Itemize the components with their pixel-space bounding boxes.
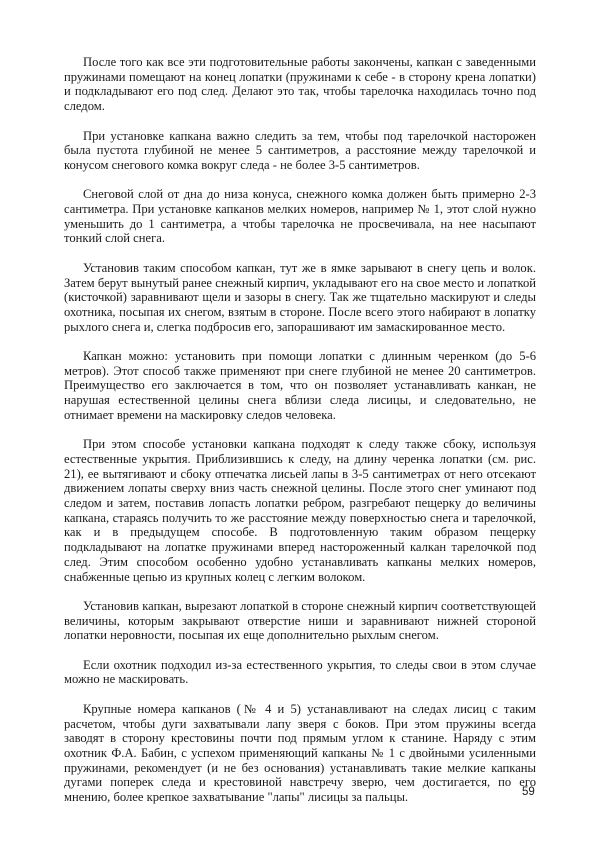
paragraph: При установке капкана важно следить за тем, чтобы под тарелочкой насторожен была пустота глубиной не менее 5 сантиметров, а расстояние между тарелочкой и конусом снегового комка вокруг следа - не более 3-5 сантиметров.	[64, 128, 536, 172]
paragraph: Снеговой слой от дна до низа конуса, снежного комка должен быть примерно 2-3 сантиметра. При установке капканов мелких номеров, например № 1, этот слой нужно уменьшить до 1 сантиметра, а чтобы тарелочка не просвечивала, на нее насыпают тонкий слой снега.	[64, 187, 536, 246]
page-body	[64, 55, 536, 819]
paragraph: После того как все эти подготовительные работы закончены, капкан с заведенными пружинами помещают на конец лопатки (пружинами к себе - в сторону крена лопатки) и подкладывают его под след. Делают это так, чтобы тарелочка находилась точно под следом.	[64, 55, 536, 114]
paragraph: Крупные номера капканов (№ 4 и 5) устанавливают на следах лисиц с таким расчетом, чтобы дуги захватывали лапу зверя с боков. При этом пружины всегда заводят в сторону крестовины почти под прямым углом к станине. Наряду с этим охотник Ф.А. Бабин, с успехом применяющий капканы № 1 с двойными усиленными пружинами, рекомендует (и не без основания) устанавливать такие мелкие капканы дугами поперек следа и крестовиной навстречу зверю, чем достигается, по его мнению, более крепкое захватывание "лапы" лисицы за пальцы.	[64, 701, 536, 805]
paragraph: Капкан можно: установить при помощи лопатки с длинным черенком (до 5-6 метров). Этот способ также применяют при снеге глубиной не менее 20 сантиметров. Преимущество его заключается в том, что он позволяет устанавливать канкан, не нарушая естественной целины снега вблизи следа лисицы, и следовательно, не отнимает времени на маскировку следов человека.	[64, 349, 536, 422]
page-number: 59	[522, 786, 535, 798]
paragraph: Установив капкан, вырезают лопаткой в стороне снежный кирпич соответствующей величины, которым закрывают отверстие ниши и заравнивают нижней стороной лопатки неровности, посыпая их еще дополнительно рыхлым снегом.	[64, 598, 536, 643]
paragraph: Если охотник подходил из-за естественного укрытия, то следы свои в этом случае можно не маскировать.	[64, 657, 536, 687]
paragraph: При этом способе установки капкана подходят к следу также сбоку, используя естественные укрытия. Приблизившись к следу, на длину черенка лопатки (см. рис. 21), ее вытягивают и сбоку отпечатка лисьей лапы в 3-5 сантиметрах от него отсекают движением лопаты сверху вниз часть снежной целины. После этого снег уминают под следом и затем, поставив лопасть лопатки ребром, разгребают пещерку до величины капкана, стараясь получить то же расстояние между поверхностью снега и тарелочкой, как и в предыдущем способе. В подготовленную таким образом пещерку подкладывают на лопатке пружинами вперед настороженный калкан тарелочкой под след. Этим способом особенно удобно устанавливать капканы мелких номеров, снабженные цепью из крупных колец с легким волоком.	[64, 437, 536, 584]
paragraph: Установив таким способом капкан, тут же в ямке зарывают в снегу цепь и волок. Затем берут вынутый ранее снежный кирпич, укладывают его на свое место и лопаткой (кисточкой) заравнивают щели и зазоры в снегу. Так же тщательно маскируют и следы охотника, посыпая их снегом, взятым в стороне. После всего этого набирают в лопатку рыхлого снега и, слегка подбросив его, запорашивают им замаскированное место.	[64, 260, 536, 334]
